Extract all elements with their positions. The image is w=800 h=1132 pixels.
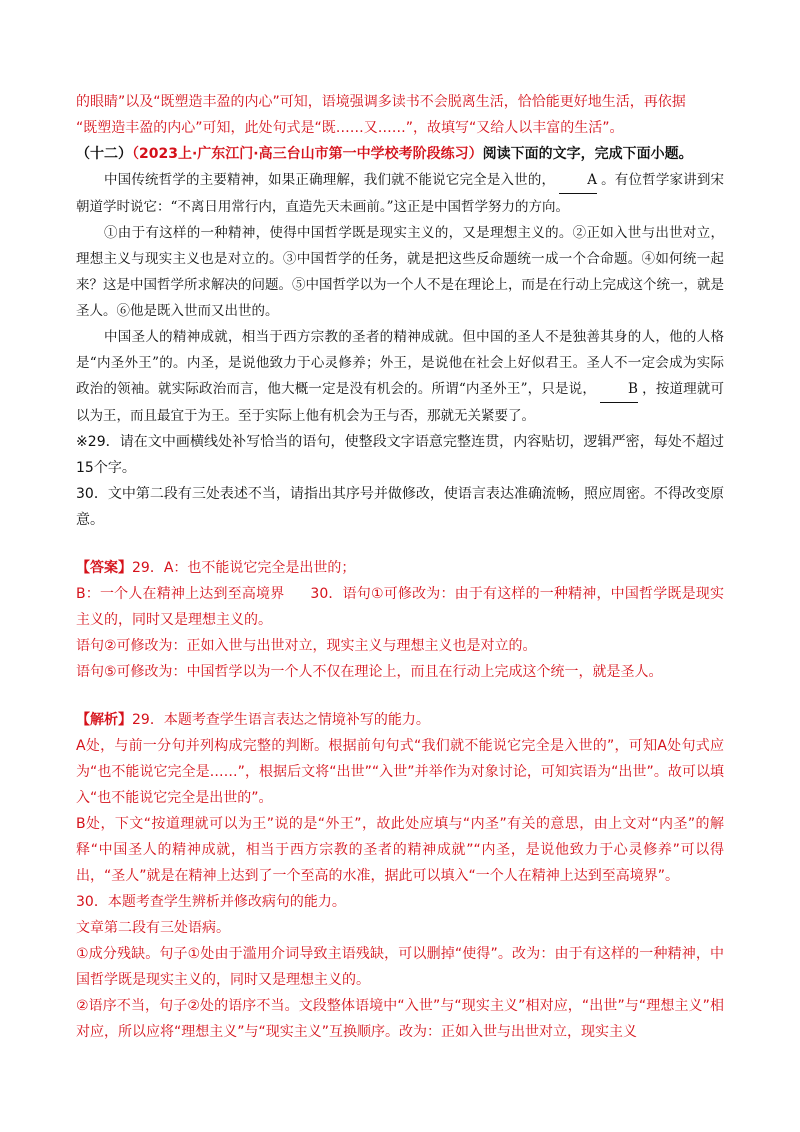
analysis-paragraph-1: 【解析】29．本题考查学生语言表达之情境补写的能力。 bbox=[76, 712, 430, 728]
blank-a: A bbox=[559, 167, 597, 194]
passage-paragraph-3: 中国圣人的精神成就，相当于西方宗教的圣者的精神成就。但中国的圣人不是独善其身的人，他的人格是“内圣外王”的。内圣，是说他致力于心灵修养；外王，是说他在社会上好似君王。圣人不一定会成为实际政治的领袖。就实际政治而言，他大概一定是没有机会的。所谓“内圣外王”，只是说， B ，按道理就可以为王，而且最宜于为王。至于实际上他有机会为王与否，那就无关紧要了。 bbox=[76, 329, 725, 424]
question-29: ※29．请在文中画横线处补写恰当的语句，使整段文字语意完整连贯，内容贴切，逻辑严密，每处不超过15个字。 bbox=[76, 434, 724, 476]
analysis-paragraph-5: 文章第二段有三处语病。 bbox=[76, 920, 230, 936]
answer-line-1: 【答案】29．A：也不能说它完全是出世的； bbox=[76, 560, 356, 576]
previous-analysis-line-2: “既塑造丰盈的内心”可知，此处句式是“既……又……”，故填写“又给人以丰富的生活”。 bbox=[76, 120, 624, 136]
analysis-paragraph-7: ②语序不当，句子②处的语序不当。文段整体语境中“入世”与“现实主义”相对应，“出世”与“理想主义”相对应，所以应将“理想主义”与“现实主义”互换顺序。改为：正如入世与出世对立，现实主义 bbox=[76, 998, 724, 1040]
analysis-paragraph-3: B处，下文“按道理就可以为王”说的是“外王”，故此处应填与“内圣”有关的意思，由上文对“内圣”的解释“中国圣人的精神成就，相当于西方宗教的圣者的精神成就”“内圣，是说他致力于心灵修养”可以得出，“圣人”就是在精神上达到了一个至高的水准，据此可以填入“一个人在精神上达到至高境界”。 bbox=[76, 816, 724, 884]
previous-analysis-line-1: 的眼睛”以及“既塑造丰盈的内心”可知，语境强调多读书不会脱离生活，恰恰能更好地生活，再依据 bbox=[76, 94, 686, 110]
section-source: （2023上·广东江门·高三台山市第一中学校考阶段练习） bbox=[132, 146, 483, 162]
analysis-paragraph-2: A处，与前一分句并列构成完整的判断。根据前句句式“我们就不能说它完全是入世的”，可知A处句式应为“也不能说它完全是……”，根据后文将“出世”“入世”并举作为对象讨论，可知宾语为“出世”。故可以填入“也不能说它完全是出世的”。 bbox=[76, 738, 724, 806]
section-instruction: 阅读下面的文字，完成下面小题。 bbox=[482, 146, 693, 162]
answer-line-3: 语句②可修改为：正如入世与出世对立，现实主义与理想主义也是对立的。 bbox=[76, 638, 537, 654]
question-30: 30．文中第二段有三处表述不当，请指出其序号并做修改，使语言表达准确流畅，照应周密。不得改变原意。 bbox=[76, 486, 724, 528]
answer-line-4: 语句⑤可修改为：中国哲学以为一个人不仅在理论上，而且在行动上完成这个统一，就是圣人。 bbox=[76, 664, 663, 680]
answer-line-2: B：一个人在精神上达到至高境界 30．语句①可修改为：由于有这样的一种精神，中国哲学既是现实主义的，同时又是理想主义的。 bbox=[76, 586, 724, 628]
section-number: （十二） bbox=[76, 146, 132, 162]
document-body bbox=[76, 89, 724, 1045]
passage-paragraph-1: 中国传统哲学的主要精神，如果正确理解，我们就不能说它完全是入世的， A 。有位哲学家讲到宋朝道学时说它：“不离日用常行内，直造先天未画前。”这正是中国哲学努力的方向。 bbox=[76, 167, 724, 220]
blank-b: B bbox=[600, 376, 638, 403]
section-heading bbox=[76, 141, 724, 167]
analysis-paragraph-6: ①成分残缺。句子①处由于滥用介词导致主语残缺，可以删掉“使得”。改为：由于有这样的一种精神，中国哲学既是现实主义的，同时又是理想主义的。 bbox=[76, 946, 724, 988]
analysis-paragraph-4: 30．本题考查学生辨析并修改病句的能力。 bbox=[76, 894, 346, 910]
passage-paragraph-2: ①由于有这样的一种精神，使得中国哲学既是现实主义的，又是理想主义的。②正如入世与出世对立，理想主义与现实主义也是对立的。③中国哲学的任务，就是把这些反命题统一成一个合命题。④如何统一起来？这是中国哲学所求解决的问题。⑤中国哲学以为一个人不是在理论上，而是在行动上完成这个统一，就是圣人。⑥他是既入世而又出世的。 bbox=[76, 225, 724, 319]
analysis-tag: 【解析】 bbox=[76, 712, 132, 728]
answer-tag: 【答案】 bbox=[76, 560, 132, 576]
